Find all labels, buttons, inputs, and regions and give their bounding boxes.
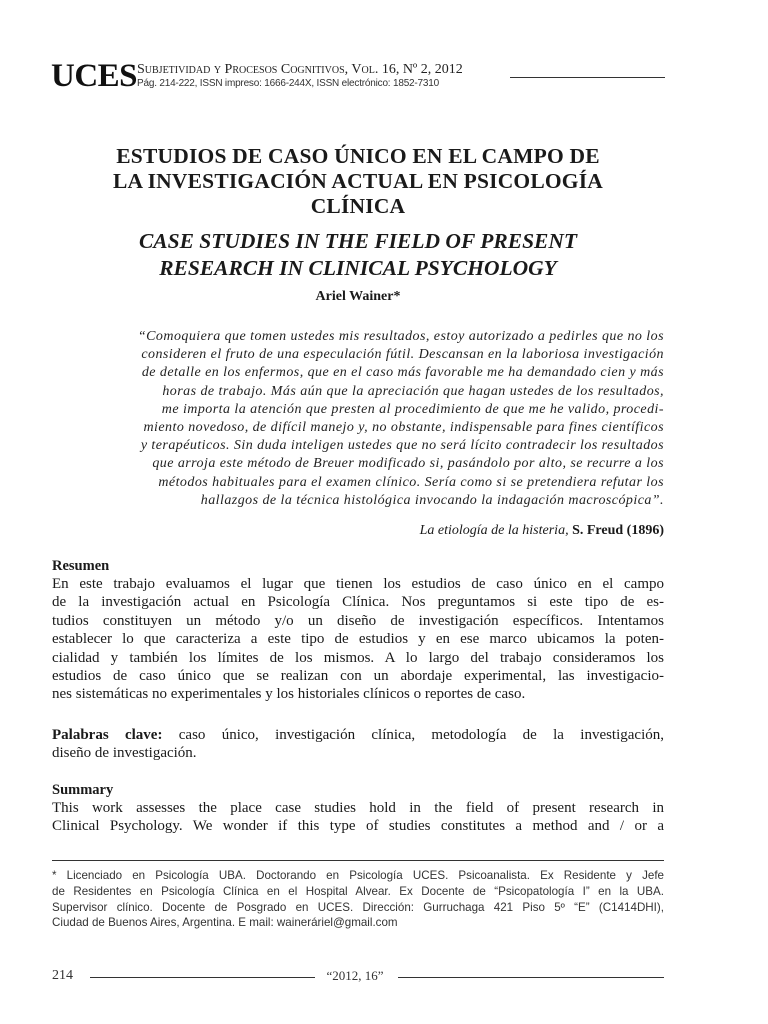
- epigraph-line: consideren el fruto de una especulación fútil. Descansan en la laboriosa investigación: [141, 347, 664, 363]
- footer-rule: [90, 977, 315, 978]
- epigraph-quote: [52, 328, 664, 510]
- resumen-heading: Resumen: [52, 558, 110, 574]
- journal-title: Subjetividad y Procesos Cognitivos, Vol. 16, Nº 2, 2012: [137, 62, 463, 77]
- resumen-line: establecer lo que caracteriza a este tipo de estudios y en ese marco ubicamos la poten-: [52, 631, 664, 648]
- resumen-line: En este trabajo evaluamos el lugar que tienen los estudios de caso único en el campo: [52, 576, 664, 592]
- resumen-line: de la investigación actual en Psicología Clínica. Nos preguntamos si este tipo de es-: [52, 594, 664, 611]
- author-footnote: [52, 868, 664, 931]
- summary-section: [52, 781, 664, 836]
- epigraph-line: me importa la atención que presten al procedimiento de que me he valido, procedi-: [161, 401, 664, 417]
- summary-line: This work assesses the place case studies hold in the field of present research in: [52, 800, 664, 816]
- summary-line: Clinical Psychology. We wonder if this type of studies constitutes a method and / or a: [52, 818, 664, 835]
- title-english-line: RESEARCH IN CLINICAL PSYCHOLOGY: [159, 256, 557, 280]
- journal-pages-issn: Pág. 214-222, ISSN impreso: 1666-244X, ISSN electrónico: 1852-7310: [137, 78, 439, 89]
- epigraph-line: métodos habituales para el examen clínico. Sería como si se pretendiera refutar los: [158, 474, 664, 490]
- epigraph-citation: [52, 522, 664, 540]
- footnote-line: * Licenciado en Psicología UBA. Doctorando en Psicología UCES. Psicoanalista. Ex Residente y Jefe: [52, 869, 664, 882]
- author-name: Ariel Wainer*: [315, 289, 401, 304]
- title-spanish-line: ESTUDIOS DE CASO ÚNICO EN EL CAMPO DE: [116, 144, 600, 168]
- resumen-line: tudios constituyen un método y/o un diseño de investigación específicos. Intentamos: [52, 612, 664, 629]
- footnote-rule: [52, 860, 664, 861]
- epigraph-line: miento novedoso, de difícil manejo y, no obstante, indispensable para fines científicos: [143, 420, 664, 436]
- epigraph-line: y terapéuticos. Sin duda inteligen ustedes que no será lícito contradecir los resultados: [140, 438, 664, 454]
- resumen-section: [52, 557, 664, 704]
- epigraph-line: “Comoquiera que tomen ustedes mis resultados, estoy autorizado a pedirles que no los: [137, 329, 664, 344]
- epigraph-line: hallazgos de la técnica histológica invocando la indagación macroscópica”.: [200, 492, 664, 508]
- epigraph-line: que arroja este método de Breuer modificado si, pasándolo por alto, se recurre a los: [152, 456, 664, 472]
- keywords-line: [52, 726, 664, 744]
- page-number: 214: [52, 968, 73, 983]
- footnote-line: Ciudad de Buenos Aires, Argentina. E mail: waineráriel@gmail.com: [52, 916, 398, 930]
- epigraph-line: horas de trabajo. Más aún que la apreciación que hagan ustedes de los resultados,: [162, 383, 664, 399]
- keywords-label: Palabras clave:: [52, 727, 163, 743]
- header-rule: [510, 77, 665, 78]
- title-spanish-line: LA INVESTIGACIÓN ACTUAL EN PSICOLOGÍA: [112, 169, 604, 193]
- title-english: [52, 228, 664, 282]
- footer-rule: [398, 977, 664, 978]
- keywords-section: [52, 726, 664, 763]
- epigraph-line: de detalle en los enfermos, que en el caso más favorable me ha demandado cien y más: [141, 365, 664, 381]
- resumen-line: cialidad y también los límites de los mismos. A lo largo del trabajo consideramos los: [52, 649, 664, 666]
- footer-issue-label: “2012, 16”: [326, 968, 384, 983]
- citation-author: S. Freud (1896): [572, 523, 664, 538]
- title-spanish: [52, 144, 664, 219]
- summary-heading: Summary: [52, 782, 114, 798]
- keywords-text: caso único, investigación clínica, metodología de la investigación,: [178, 727, 665, 743]
- uces-logo: UCES: [51, 58, 138, 94]
- title-spanish-line: CLÍNICA: [310, 194, 406, 218]
- keywords-line: diseño de investigación.: [52, 745, 197, 762]
- citation-source: La etiología de la histeria,: [419, 523, 569, 538]
- resumen-line: estudios de caso único que se realizan con un abordaje experimental, las investigacio-: [52, 668, 664, 685]
- resumen-line: nes sistemáticas no experimentales y los historiales clínicos o reportes de caso.: [52, 686, 526, 703]
- title-english-line: CASE STUDIES IN THE FIELD OF PRESENT: [138, 229, 578, 253]
- footnote-line: Supervisor clínico. Docente de Posgrado en UCES. Dirección: Gurruchaga 421 Piso 5º “E” (C1414DHI),: [52, 900, 664, 914]
- footnote-line: de Residentes en Psicología Clínica en el Hospital Alvear. Ex Docente de “Psicopatología I” en la UBA.: [52, 884, 664, 898]
